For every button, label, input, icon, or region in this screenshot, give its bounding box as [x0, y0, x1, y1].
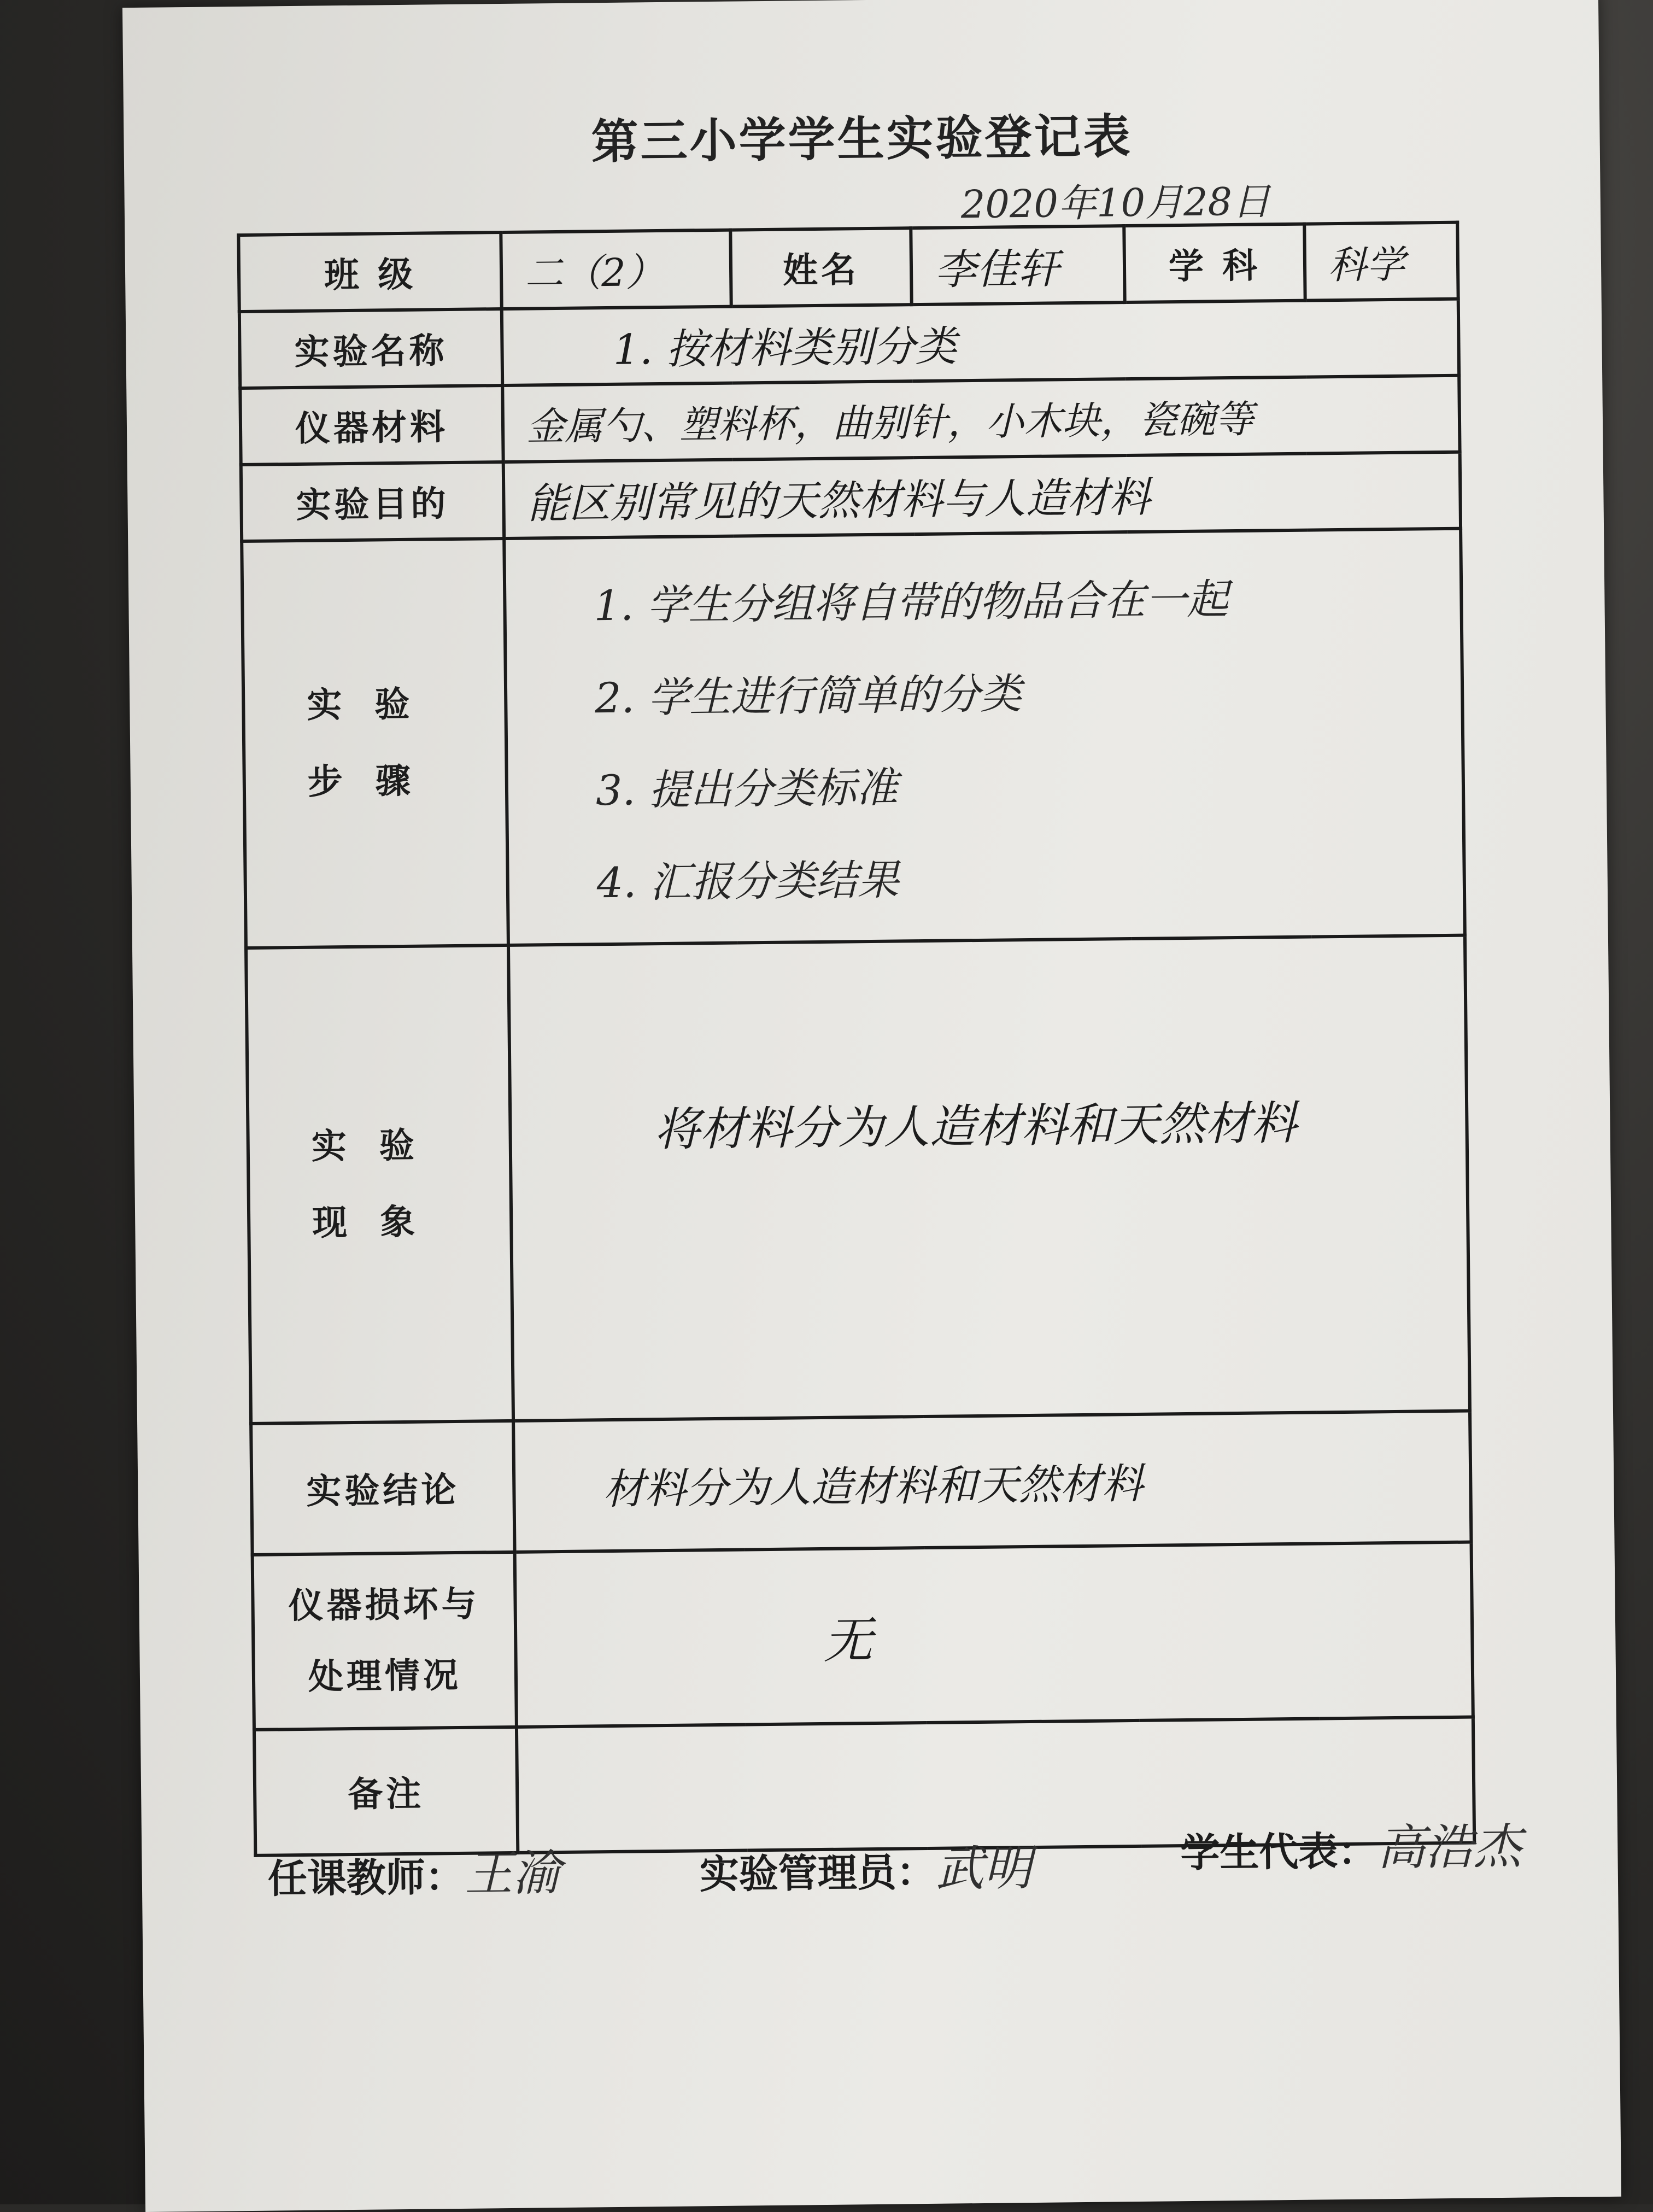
teacher-signature-block [267, 1835, 561, 1907]
step-item: 4. 汇报分类结果 [596, 855, 899, 908]
table-row [246, 935, 1470, 1424]
purpose-value: 能区别常见的天然材料与人造材料 [503, 452, 1461, 539]
student-rep-signature: 高浩杰 [1376, 1818, 1522, 1876]
step-item: 1. 学生分组将自带的物品合在一起 [593, 575, 1229, 630]
remarks-label: 备注 [254, 1727, 518, 1856]
phenomenon-label-line1: 实验 [311, 1125, 448, 1167]
table-row [251, 1411, 1471, 1555]
table-row [238, 223, 1458, 312]
subject-label: 学 科 [1124, 224, 1305, 302]
phenomenon-value: 将材料分为人造材料和天然材料 [508, 935, 1470, 1421]
damage-label-line2: 处理情况 [308, 1655, 462, 1698]
steps-label-line2: 步骤 [307, 760, 444, 803]
steps-label [242, 539, 508, 948]
step-item: 2. 学生进行简单的分类 [594, 669, 1022, 723]
class-value: 二（2） [501, 230, 731, 309]
experiment-record-table [237, 221, 1476, 1857]
admin-signature-block [699, 1830, 1032, 1902]
materials-label: 仪器材料 [240, 385, 503, 465]
steps-value [504, 529, 1465, 945]
table-row [242, 529, 1465, 948]
admin-label: 实验管理员： [699, 1848, 936, 1898]
damage-label [253, 1552, 517, 1730]
conclusion-label: 实验结论 [251, 1421, 514, 1555]
form-date: 2020年10月28日 [960, 179, 1271, 227]
admin-signature: 武明 [935, 1840, 1033, 1897]
materials-value: 金属勺、塑料杯，曲别针，小木块，瓷碗等 [502, 376, 1459, 462]
form-title: 第三小学学生实验登记表 [591, 109, 1133, 170]
step-item: 3. 提出分类标准 [595, 763, 899, 815]
purpose-label: 实验目的 [241, 462, 504, 541]
student-rep-signature-block [1180, 1809, 1522, 1881]
name-value: 李佳轩 [911, 226, 1124, 305]
phenomenon-label-line2: 现象 [312, 1202, 448, 1244]
student-rep-label: 学生代表： [1180, 1828, 1377, 1876]
damage-label-line1: 仪器损坏与 [288, 1584, 480, 1627]
experiment-name-label: 实验名称 [239, 309, 502, 388]
table-row [253, 1542, 1473, 1730]
name-label: 姓名 [730, 228, 911, 306]
paper-sheet [122, 0, 1621, 2212]
teacher-label: 任课教师： [267, 1853, 465, 1902]
steps-label-line1: 实验 [306, 684, 443, 726]
table-row [240, 376, 1459, 465]
phenomenon-label [246, 945, 513, 1424]
class-label: 班 级 [238, 232, 501, 312]
experiment-name-value: 1. 按材料类别分类 [502, 299, 1459, 385]
conclusion-value: 材料分为人造材料和天然材料 [513, 1411, 1471, 1552]
subject-value: 科学 [1304, 223, 1458, 301]
table-row [239, 299, 1459, 388]
table-row [241, 452, 1461, 541]
teacher-signature: 王渝 [464, 1845, 561, 1902]
damage-value: 无 [515, 1542, 1473, 1727]
